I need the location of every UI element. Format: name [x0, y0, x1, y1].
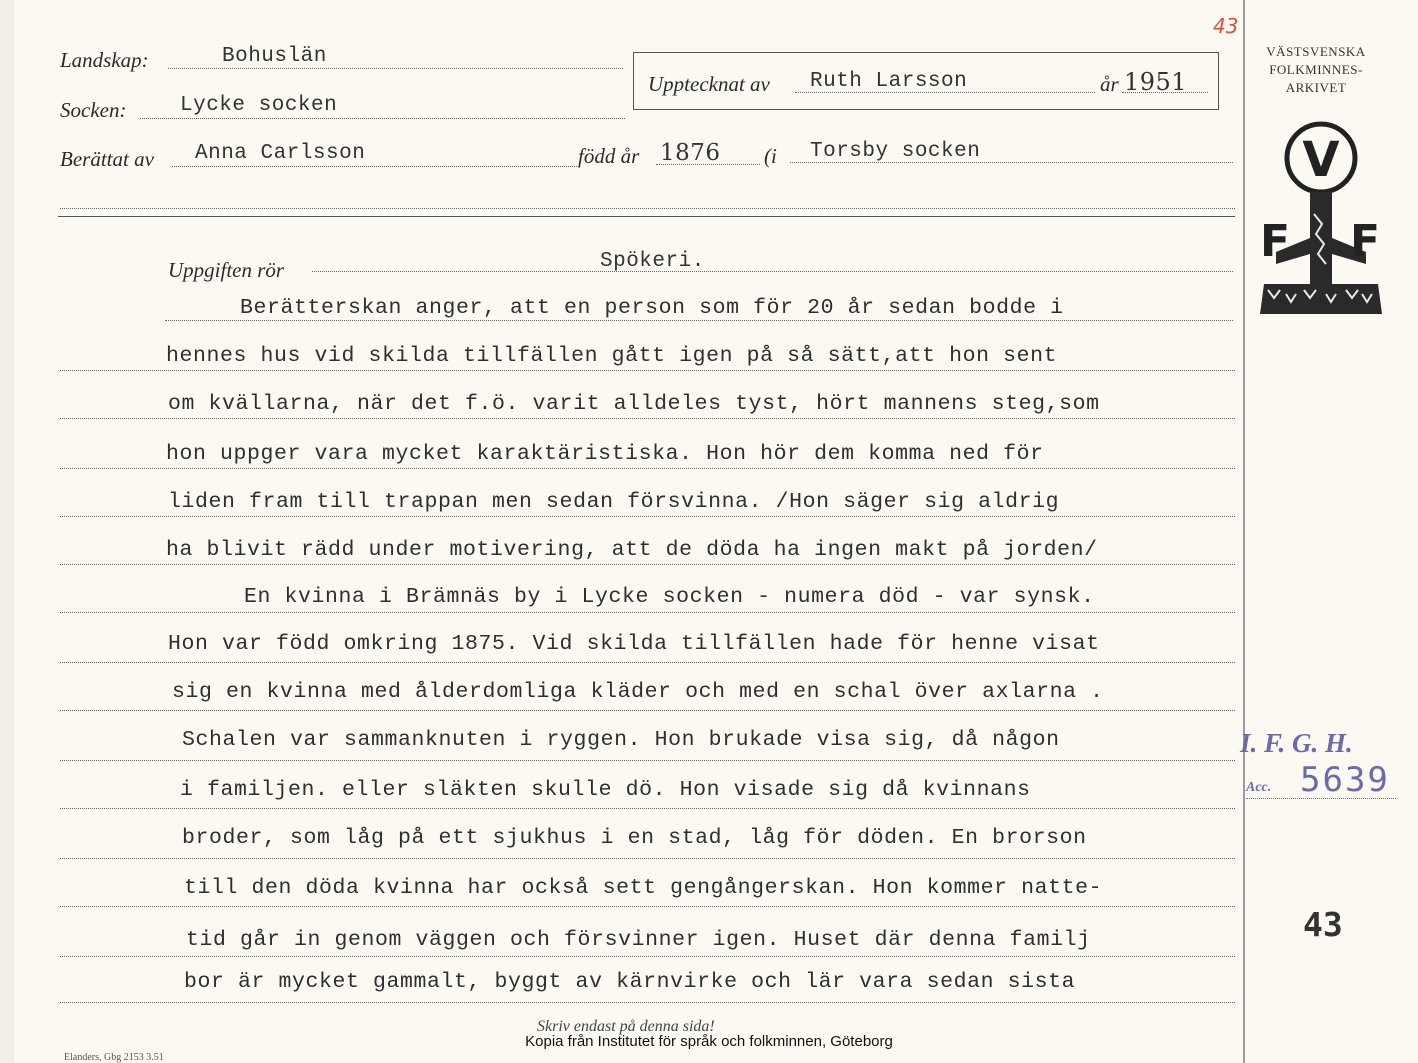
logo-letter-v: V [1302, 132, 1340, 188]
landskap-label: Landskap: [60, 48, 149, 72]
body-line: broder, som låg på ett sjukhus i en stad, låg för döden. En brorson [182, 826, 1087, 850]
logo-letter-f-left: F [1260, 216, 1291, 267]
body-line: hennes hus vid skilda tillfällen gått igen på så sätt,att hon sent [166, 344, 1058, 368]
body-line: ha blivit rädd under motivering, att de döda ha ingen makt på jorden/ [166, 538, 1098, 562]
landskap-value: Bohuslän [222, 45, 327, 68]
archive-line: ARKIVET [1285, 80, 1347, 95]
ar-label: år [1100, 72, 1119, 96]
ar-value: 1951 [1124, 68, 1188, 96]
archive-line: VÄSTSVENSKA [1266, 44, 1366, 59]
handwritten-page-number: 43 [1213, 14, 1239, 38]
vff-logo-icon [1256, 118, 1386, 323]
berattat-value: Anna Carlsson [195, 142, 366, 165]
body-line: till den döda kvinna har också sett gengångerskan. Hon kommer natte- [184, 876, 1103, 900]
uppteck-value: Ruth Larsson [810, 70, 968, 93]
header-divider [58, 216, 1235, 217]
body-line: liden fram till trappan men sedan försvinna. /Hon säger sig aldrig [168, 490, 1060, 514]
berattat-label: Berättat av [60, 147, 154, 171]
printmark: Elanders, Gbg 2153 3.51 [64, 1052, 164, 1063]
fodd-value: 1876 [660, 140, 721, 166]
footer-copy: Kopia från Institutet för språk och folkminnen, Göteborg [525, 1033, 893, 1050]
page-edge [0, 0, 14, 1063]
acc-label: Acc. [1246, 780, 1272, 795]
i-value: Torsby socken [810, 140, 981, 163]
body-line: Berätterskan anger, att en person som för 20 år sedan bodde i [240, 296, 1064, 320]
archive-line: FOLKMINNES- [1269, 62, 1363, 77]
body-line: hon uppger vara mycket karaktäristiska. Hon hör dem komma ned för [166, 442, 1044, 466]
uppgift-value: Spökeri. [600, 250, 705, 273]
uppteck-label: Upptecknat av [648, 72, 770, 96]
socken-value: Lycke socken [180, 94, 338, 117]
margin-rule [1243, 0, 1245, 1063]
uppgift-label: Uppgiften rör [168, 258, 285, 282]
body-line: Schalen var sammanknuten i ryggen. Hon brukade visa sig, då någon [182, 728, 1060, 752]
socken-label: Socken: [60, 98, 127, 122]
body-line: bor är mycket gammalt, byggt av kärnvirke och lär vara sedan sista [184, 970, 1076, 994]
page-number: 43 [1303, 905, 1343, 944]
ifgh-stamp: I. F. G. H. [1240, 728, 1353, 758]
body-line: Hon var född omkring 1875. Vid skilda tillfällen hade för henne visat [168, 632, 1100, 656]
fodd-label: född år [578, 144, 640, 168]
body-line: sig en kvinna med ålderdomliga kläder och med en schal över axlarna . [172, 680, 1104, 704]
body-line: i familjen. eller släkten skulle dö. Hon visade sig då kvinnans [180, 778, 1031, 802]
footer-note: Skriv endast på denna sida! [537, 1018, 715, 1035]
acc-number: 5639 [1300, 760, 1390, 800]
archive-heading [1252, 43, 1380, 97]
body-line: tid går in genom väggen och försvinner igen. Huset där denna familj [186, 928, 1091, 952]
i-label: (i [764, 144, 777, 168]
logo-letter-f-right: F [1350, 216, 1381, 267]
body-line: om kvällarna, när det f.ö. varit alldeles tyst, hört mannens steg,som [168, 392, 1100, 416]
body-line: En kvinna i Brämnäs by i Lycke socken - numera död - var synsk. [244, 585, 1095, 609]
